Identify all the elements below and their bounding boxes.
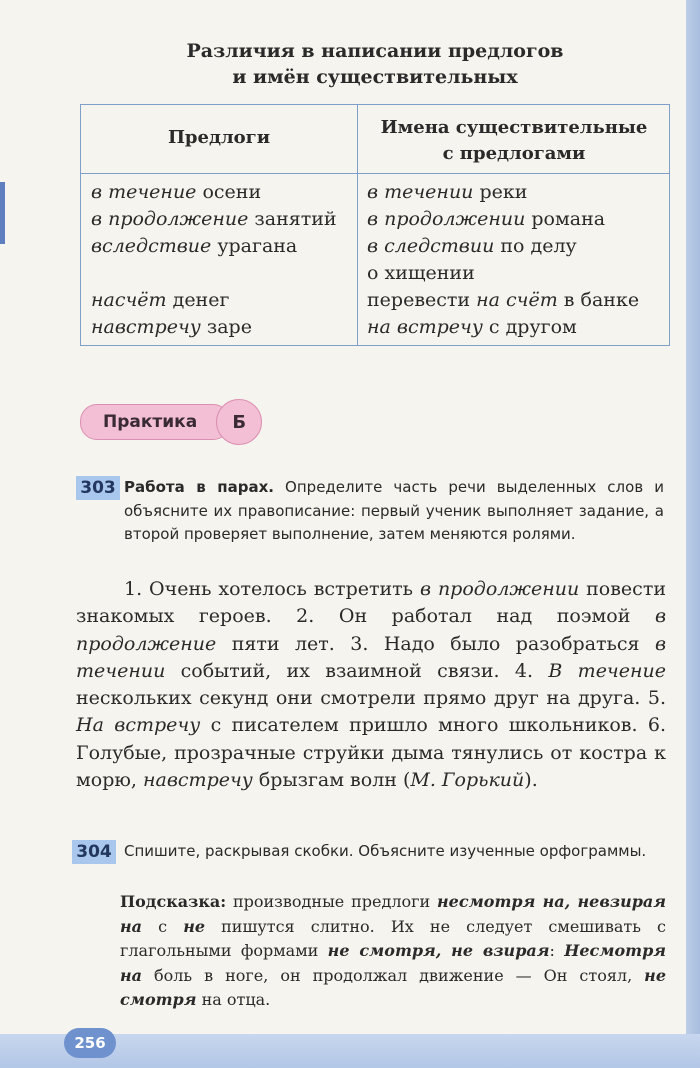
table-row: навстречу заре: [91, 316, 252, 338]
header-nouns: Имена существительные с предлогами: [380, 117, 648, 164]
table-row: в продолжение занятий: [91, 208, 337, 230]
rule-table-divider: [357, 105, 358, 345]
rule-table: [80, 104, 670, 346]
table-row: насчёт денег: [91, 289, 230, 311]
exercise-number-303: 303: [76, 476, 120, 500]
nouns-column: [367, 179, 667, 341]
table-row: о хищении: [367, 262, 475, 284]
page-edge-strip: [686, 0, 700, 1068]
table-row: вследствие урагана: [91, 235, 298, 257]
table-row: в продолжении романа: [367, 208, 606, 230]
exercise-number-304: 304: [72, 840, 116, 864]
level-badge: Б: [216, 399, 262, 445]
practice-badge: [80, 402, 262, 442]
exercise-304-task: Спишите, раскрывая скобки. Объясните изученные орфограммы.: [124, 842, 647, 860]
header-prepositions: Предлоги: [167, 127, 271, 148]
exercise-304-hint: Подсказка: производные предлоги несмотря на, невзирая на с не пишутся слитно. Их не следует смешивать с глагольными формами не смотря, не взирая: Несмотря на боль в ноге, он продолжал движение — Он стоял, не смотря на отца.: [120, 892, 667, 1009]
table-row: в течении реки: [367, 181, 528, 203]
table-row: в течение осени: [91, 181, 262, 203]
table-row: перевести на счёт в банке: [367, 289, 640, 311]
page-number: 256: [64, 1028, 116, 1058]
rule-box-title: Различия в написании предлогов и имён существительных: [186, 40, 564, 88]
table-row: [91, 260, 353, 287]
practice-label: Практика: [80, 404, 230, 440]
exercise-303-text: 1. Очень хотелось встретить в продолжении повести знакомых героев. 2. Он работал над поэмой в продолжение пяти лет. 3. Надо было разобраться в течении событий, их взаимной связи. 4. В течение нескольких секунд они смотрели прямо друг на друга. 5. На встречу с писателем пришло много школьников. 6. Голубые, прозрачные струйки дыма тянулись от костра к морю, навстречу брызгам волн (М. Горький).: [76, 578, 667, 792]
table-row: в следствии по делу: [367, 235, 577, 257]
table-row: на встречу с другом: [367, 316, 577, 338]
prepositions-column: [91, 179, 353, 341]
exercise-303-task: Работа в парах. Определите часть речи выделенных слов и объясните их правописание: первый ученик выполняет задание, а второй проверяет выполнение, затем меняются ролями.: [124, 478, 664, 543]
margin-marker: [0, 182, 5, 244]
